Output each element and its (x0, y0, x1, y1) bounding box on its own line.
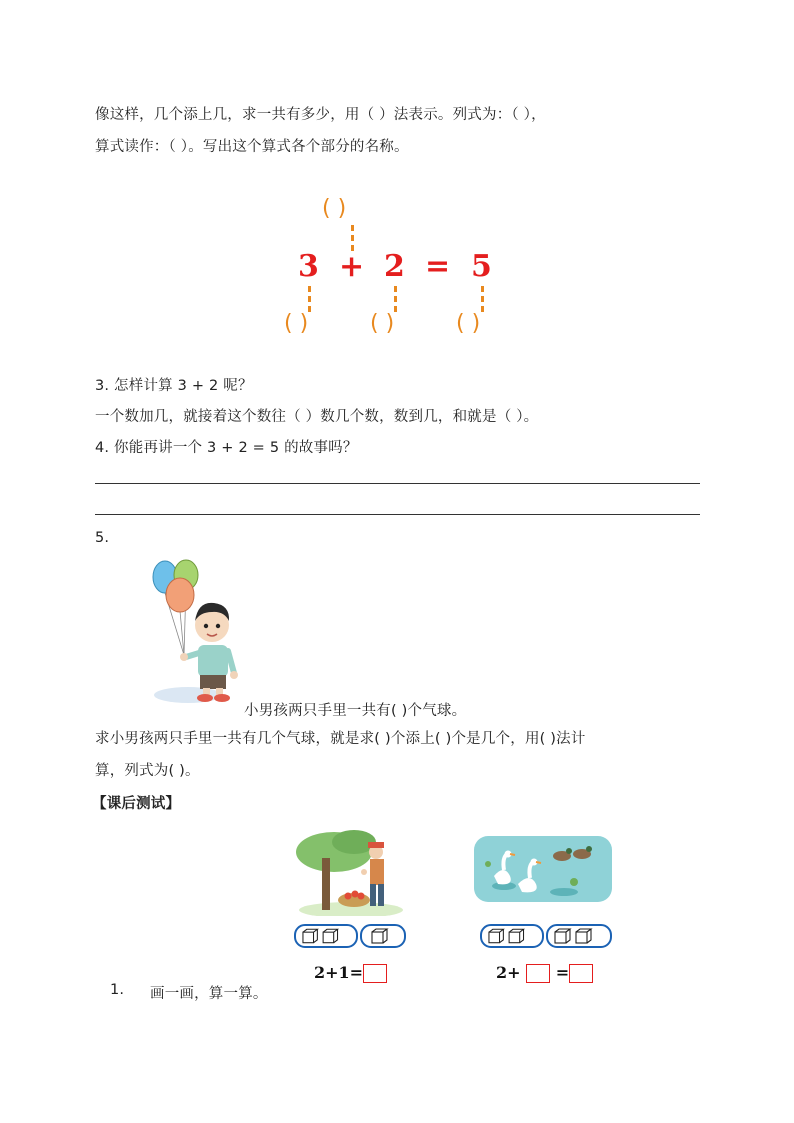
addend-1: 3 (298, 249, 319, 284)
answer-line-1 (95, 483, 700, 484)
after-class-heading: 【课后测试】 (92, 796, 181, 812)
equation-left-text: 2+1= (314, 963, 364, 982)
q2-line2: 算式读作：（ ）。写出这个算式各个部分的名称。 (95, 139, 409, 155)
answer-box-left[interactable] (363, 964, 387, 983)
after-class-item-text: 画一画，算一算。 (150, 986, 268, 1002)
cube-group-left-a (294, 924, 358, 948)
q5-number: 5. (95, 530, 110, 546)
cube-icons (554, 928, 604, 944)
answer-paren-3: ( ) (456, 311, 481, 336)
plus-sign: + (339, 249, 365, 284)
dashed-line-1 (308, 286, 311, 312)
answer-paren-2: ( ) (370, 311, 395, 336)
cube-group-left-b (360, 924, 406, 948)
q3-body: 一个数加几，就接着这个数往（ ）数几个数，数到几，和就是（ ）。 (95, 409, 539, 425)
top-answer-paren: ( ) (322, 196, 347, 221)
answer-line-2 (95, 514, 700, 515)
equation-left (314, 963, 387, 983)
cube-icons (488, 928, 536, 944)
dashed-line-2 (394, 286, 397, 312)
answer-box-right-2[interactable] (569, 964, 593, 983)
q3-title: 3. 怎样计算 3 + 2 呢？ (95, 378, 253, 394)
apple-picking-illustration (296, 830, 406, 916)
sum-result: 5 (471, 249, 492, 284)
cube-icons (302, 928, 350, 944)
q5-caption: 小男孩两只手里一共有( )个气球。 (244, 703, 467, 719)
cube-icon (368, 928, 398, 944)
q2-line1: 像这样，几个添上几，求一共有多少，用（ ）法表示。列式为：（ ）， (95, 107, 546, 123)
q5-line1: 求小男孩两只手里一共有几个气球，就是求( )个添上( )个是几个，用( )法计 (95, 731, 586, 747)
cube-group-right-b (546, 924, 612, 948)
q5-line2: 算，列式为( )。 (95, 763, 200, 779)
equation-right (496, 963, 593, 983)
equation-right-text-a: 2+ (496, 963, 521, 982)
addend-2: 2 (384, 249, 405, 284)
q4-title: 4. 你能再讲一个 3 + 2 = 5 的故事吗？ (95, 440, 358, 456)
answer-paren-1: ( ) (284, 311, 309, 336)
after-class-item-number: 1. (110, 982, 125, 998)
top-dashed-line (351, 225, 354, 251)
geese-and-ducks-illustration (474, 836, 612, 902)
equals-sign: = (425, 249, 451, 284)
boy-with-balloons-illustration (148, 555, 248, 707)
equation-right-text-b: = (555, 963, 570, 982)
answer-box-right-1[interactable] (526, 964, 550, 983)
dashed-line-3 (481, 286, 484, 312)
cube-group-right-a (480, 924, 544, 948)
